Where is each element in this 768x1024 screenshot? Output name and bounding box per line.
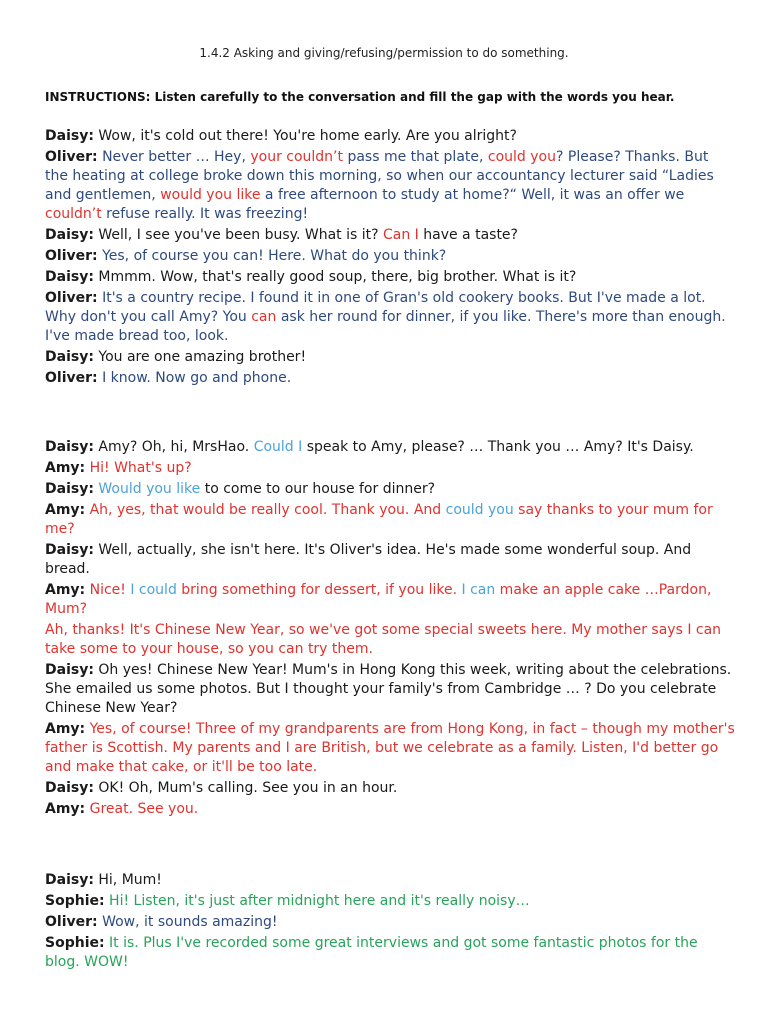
speaker-name: Daisy: [45,872,94,888]
dialogue-text: Hi! Listen, it's just after midnight here and it's really noisy… [104,893,530,909]
speaker-name: Amy: [45,502,86,518]
highlighted-phrase: Ah, yes, that would be really cool. Thank you. And [85,502,446,518]
speaker-name: Sophie: [45,893,105,909]
dialogue-text: ? Please? Thanks. But the heating at college broke down this morning, so when our accountancy lecturer said “Ladies and gentlemen, [45,149,714,203]
dialogue-line [45,934,735,972]
highlighted-phrase: Can I [382,227,419,243]
dialogue-text: Well, I see you've been busy. What is it? [93,227,383,243]
dialogue-text: Hi, Mum! [93,872,162,888]
speaker-name: Oliver: [45,914,98,930]
dialogue-line [45,480,735,499]
dialogue-line [45,871,735,890]
document-title: 1.4.2 Asking and giving/refusing/permission to do something. [199,46,569,60]
speaker-name: Daisy: [45,481,94,497]
speaker-name: Oliver: [45,149,98,165]
speaker-name: Amy: [45,721,86,737]
speaker-name: Daisy: [45,542,94,558]
speaker-name: Oliver: [45,248,98,264]
dialogue-line [45,501,735,539]
highlighted-phrase: would you like [160,187,261,203]
dialogue-text: Mmmm. Wow, that's really good soup, there, big brother. What is it? [93,269,577,285]
dialogue-section-3 [45,871,735,974]
dialogue-section-2 [45,438,735,821]
dialogue-line [45,289,735,346]
dialogue-text: Well, actually, she isn't here. It's Oliver's idea. He's made some wonderful soup. And bread. [45,542,692,577]
highlighted-phrase: Hi! What's up? [85,460,192,476]
dialogue-line [45,369,735,388]
highlighted-phrase: could you [487,149,556,165]
dialogue-line [45,438,735,457]
dialogue-text: Yes, of course you can! Here. What do you think? [97,248,447,264]
dialogue-line [45,127,735,146]
dialogue-line [45,348,735,367]
dialogue-section-1 [45,127,735,390]
speaker-name: Amy: [45,460,86,476]
dialogue-text: refuse really. It was freezing! [101,206,309,222]
dialogue-line [45,779,735,798]
highlighted-phrase: can [251,309,277,325]
highlighted-phrase: Ah, thanks! It's Chinese New Year, so we've got some special sweets here. My mother says I can take some to your house, so you can try them. [45,622,722,657]
speaker-name: Oliver: [45,370,98,386]
dialogue-line [45,226,735,245]
dialogue-text: You are one amazing brother! [93,349,307,365]
highlighted-phrase: I can [461,582,496,598]
dialogue-line [45,581,735,619]
speaker-name: Sophie: [45,935,105,951]
speaker-name: Daisy: [45,780,94,796]
dialogue-text: OK! Oh, Mum's calling. See you in an hour. [93,780,398,796]
instructions: INSTRUCTIONS: Listen carefully to the conversation and fill the gap with the words you hear. [45,90,675,104]
dialogue-text: Oh yes! Chinese New Year! Mum's in Hong Kong this week, writing about the celebrations. She emailed us some photos. But I thought your family's from Cambridge … ? Do you celebrate Chinese New Year? [45,662,732,716]
dialogue-line [45,268,735,287]
dialogue-text: It is. Plus I've recorded some great interviews and got some fantastic photos for the blog. WOW! [45,935,698,970]
highlighted-phrase: Great. See you. [85,801,199,817]
speaker-name: Daisy: [45,662,94,678]
dialogue-line [45,661,735,718]
dialogue-text: Wow, it's cold out there! You're home early. Are you alright? [93,128,517,144]
highlighted-phrase: say thanks to your mum for me? [45,502,713,537]
highlighted-phrase: make an apple cake …Pardon, Mum? [45,582,712,617]
highlighted-phrase: couldn’t [45,206,102,222]
speaker-name: Amy: [45,801,86,817]
dialogue-text: have a taste? [418,227,518,243]
dialogue-line [45,541,735,579]
dialogue-text: Never better … Hey, [97,149,251,165]
dialogue-text: to come to our house for dinner? [200,481,436,497]
dialogue-line [45,720,735,777]
speaker-name: Daisy: [45,269,94,285]
dialogue-text: It's a country recipe. I found it in one of Gran's old cookery books. But I've made a lot. Why don't you call Amy? You [45,290,706,325]
dialogue-text: I know. Now go and phone. [97,370,292,386]
dialogue-line [45,800,735,819]
speaker-name: Daisy: [45,128,94,144]
highlighted-phrase: I could [130,582,177,598]
dialogue-line [45,247,735,266]
dialogue-text: Wow, it sounds amazing! [97,914,278,930]
dialogue-text: pass me that plate, [343,149,488,165]
speaker-name: Daisy: [45,227,94,243]
dialogue-text: ask her round for dinner, if you like. There's more than enough. I've made bread too, look. [45,309,726,344]
highlighted-phrase: Would you like [98,481,201,497]
dialogue-line [45,621,735,659]
speaker-name: Amy: [45,582,86,598]
highlighted-phrase: bring something for dessert, if you like. [176,582,462,598]
highlighted-phrase: Yes, of course! Three of my grandparents are from Hong Kong, in fact – though my mother's father is Scottish. My parents and I are British, but we celebrate as a family. Listen, I'd better go and make that cake, or it'll be too late. [45,721,735,775]
highlighted-phrase: could you [445,502,514,518]
dialogue-text: Amy? Oh, hi, MrsHao. [93,439,254,455]
dialogue-line [45,459,735,478]
speaker-name: Daisy: [45,349,94,365]
dialogue-text: a free afternoon to study at home?“ Well, it was an offer we [260,187,685,203]
highlighted-phrase: your couldn’t [250,149,343,165]
highlighted-phrase: Could I [253,439,303,455]
highlighted-phrase: Nice! [85,582,131,598]
dialogue-line [45,148,735,224]
speaker-name: Daisy: [45,439,94,455]
dialogue-line [45,892,735,911]
dialogue-text: speak to Amy, please? … Thank you … Amy? It's Daisy. [302,439,694,455]
dialogue-line [45,913,735,932]
speaker-name: Oliver: [45,290,98,306]
